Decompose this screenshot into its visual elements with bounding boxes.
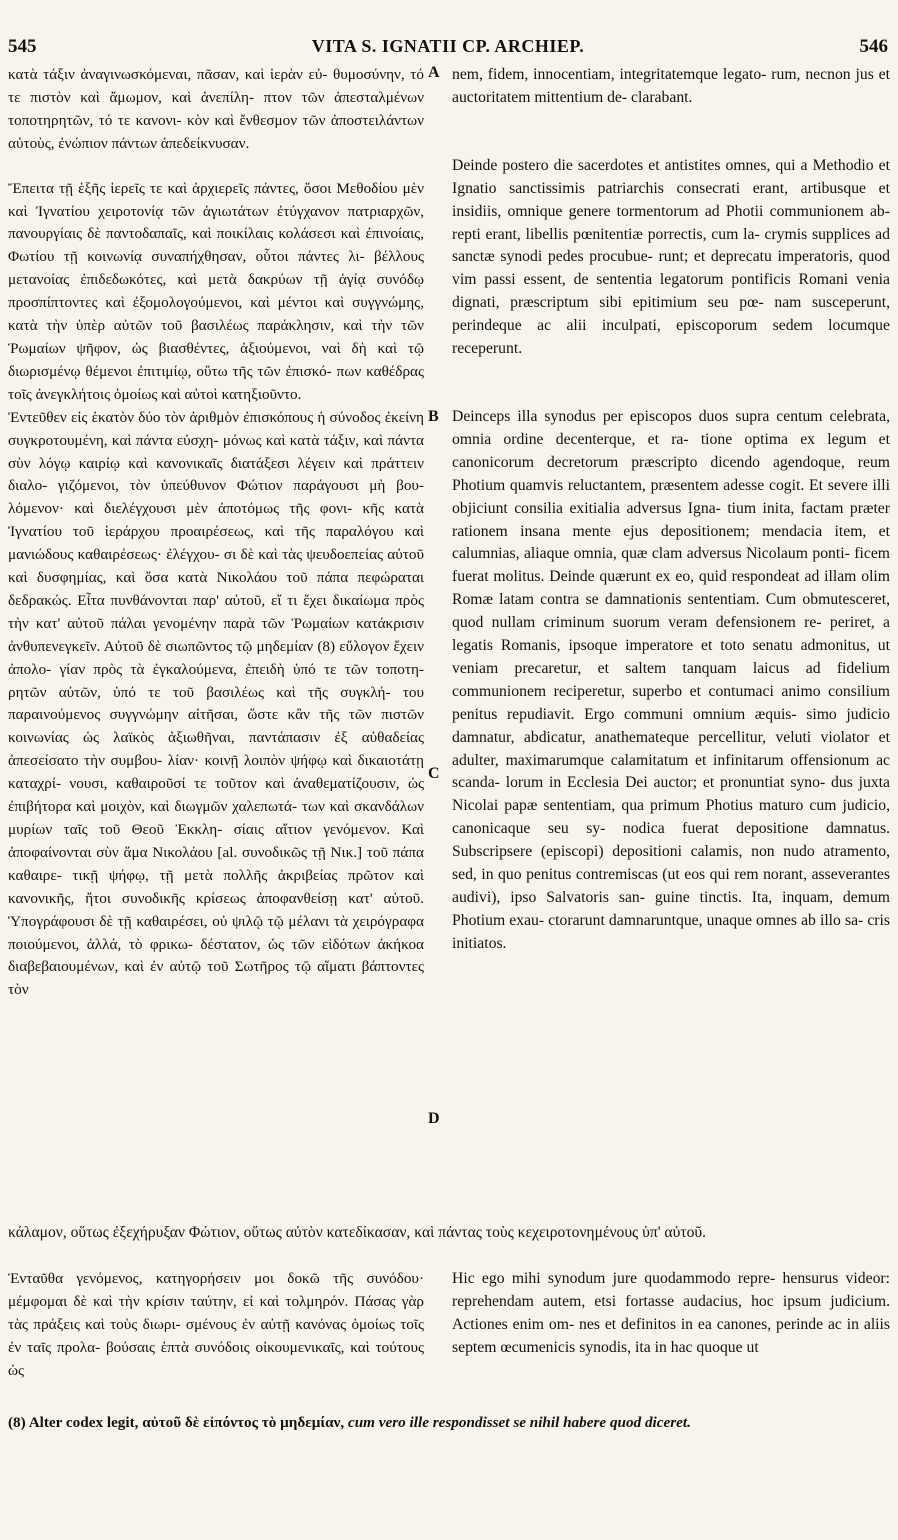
section-marker-b: B (428, 408, 439, 425)
section-marker-a: A (428, 64, 440, 81)
footnote-lead: Alter codex legit, (28, 1414, 139, 1431)
latin-paragraph-1: nem, fidem, innocentiam, integritatemque legato- rum, necnon jus et auctoritatem mittentium de- clarabant. (452, 66, 890, 106)
page-number-right: 546 (859, 36, 888, 57)
greek-paragraph-2: Ἔπειτα τῇ ἑξῆς ἱερεῖς τε καὶ ἀρχιερεῖς πάντες, ὅσοι Μεθοδίου μὲν καὶ Ἰγνατίου χειροτονίᾳ τῶν ἁγιωτάτων ἐτύγχανον πατριαρχῶν, πανουργίαις δὲ παντοδαπαῖς, καὶ ποικίλαις κολάσεσι καὶ ἐπινοίαις, Φωτίου τῇ κοινωνίᾳ συναπήχθησαν, οὗτοι πάντες λι- βέλλους μετανοίας ἐπιδεδωκότες, καὶ μετὰ δακρύων τῇ ἁγίᾳ συνόδῳ προσπίπτοντες καὶ ἐξομολογούμενοι, καὶ μέντοι καὶ συγγνώμης, κατὰ τὴν ὑπὲρ αὐτῶν τοῦ βασιλέως παράκλησιν, καὶ τὴν τῶν Ῥωμαίων ψῆφον, ὡς βιασθέντες, ἀξιούμενοι, ναὶ δὴ καὶ τῷ διωρισμένῳ θέμενοι ἐπιτιμίῳ, οὕτω τῆς τῶν ἐπισκό- πων καθέδρας τοῖς ἀνεγκλήτοις ὁμοίως καὶ αὐτοὶ κατηξιοῦντο. (8, 179, 424, 403)
greek-paragraph-1: κατὰ τάξιν ἀναγινωσκόμεναι, πᾶσαν, καὶ ἱερὰν εὐ- θυμοσύνην, τό τε πιστὸν καὶ ἄμωμον, καὶ ἀνεπίλη- πτον τῶν ἀπεσταλμένων τοποτηρητῶν, τό τε κανονι- κὸν καὶ ἔνθεσμον τῶν ἀποστειλάντων αὐτοὺς, ἐνώπιον πάντων ἀπεδείκνυσαν. (8, 66, 424, 152)
page-header (8, 36, 888, 62)
latin-column-bottom (452, 1268, 890, 1360)
greek-column-bottom (8, 1268, 424, 1383)
section-marker-d: D (428, 1110, 440, 1127)
running-title: VITA S. IGNATII CP. ARCHIEP. (311, 36, 585, 56)
greek-column (8, 64, 424, 1002)
footnote-number: (8) (8, 1414, 26, 1431)
section-marker-c: C (428, 765, 440, 782)
greek-wide-continuation: κάλαμον, οὕτως ἐξεχήρυξαν Φώτιον, οὕτως αὐτὸν κατεδίκασαν, καὶ πάντας τοὺς κεχειροτονημένους ὑπ' αὐτοῦ. (8, 1224, 707, 1241)
latin-paragraph-2: Deinde postero die sacerdotes et antistites omnes, qui a Methodio et Ignatio sanctissimis patriarchis consecrati erant, artibusque et insidiis, omnique genere tormentorum ad Photii communionem ab- repti erant, libellis pœnitentiæ porrectis, cum la- crymis supplices ad sanctæ synodi pedes procubue- runt; et deprecatu imperatoris, quod vim passi essent, de sententia legatorum pontificis Romani venia dignati, præscriptum sibi epitimium seu pœ- nam susceperunt, perindeque ac alii inculpati, episcoporum sedem locumque receperunt. (452, 156, 890, 358)
footnote-greek: αὐτοῦ δὲ εἰπόντος τὸ μηδεμίαν, (142, 1414, 345, 1431)
latin-paragraph-3: Deinceps illa synodus per episcopos duos supra centum celebrata, omnia ordine decenterque, et ra- tione optima ex legum et canonicorum decretorum præscripto dicendo agendoque, reum Photium quamvis reluctantem, præsentem adesse cogit. Et severe illi objiciunt consilia exitialia adversus Igna- tium inita, factam præter rationem insana mente ejus depositionem; mendacia item, et calumnias, aliaque omnia, quæ clam adversus Nicolaum ponti- ficem fuerat molitus. Deinde quærunt ex eo, quid respondeat ad illam olim Romæ latam contra se damnationis sententiam. Cum obmutesceret, quod nullam criminum suorum veram defensionem re- periret, a legatis Romanis, ipsoque imperatore et toto senatu admonitus, ut veniam precaretur, et saltem tanquam laicus ad fidelium communionem reciperetur, superbo et contumaci animo consilium penitus repudiavit. Ergo communi omnium æquis- simo judicio damnatur, abdicatur, anathemateque percellitur, veluti violator et adulter, maximarumque calamitatum et infinitarum offensionum ac scanda- lorum in Ecclesia Dei auctor; et pronuntiat syno- dus juxta Nicolai papæ sententiam, qua primum Photius maturo cum judicio, canonicaque seu sy- nodica fuerat depositione damnatus. Subscripsere (episcopi) depositioni calamis, non nudo atramento, sed, in quo penitus contremiscas (ut eos qui rem norant, asseverantes audivi), ipso Salvatoris san- guine tinctis. Ita, inquam, demum Photium exau- ctorarunt damnaruntque, unaque omnes ab illo sa- cris initiatos. (452, 407, 890, 952)
spacer (8, 156, 424, 178)
latin-paragraph-4: Hic ego mihi synodum jure quodammodo repre- hensurus videor: reprehendam autem, etsi fortasse audacius, hoc ipsum judicium. Actiones enim om- nes et definitos in ea canones, perinde ac in aliis septem œcumenicis synodis, ita in hac quoque ut (452, 1270, 890, 1356)
footnote-italic: cum vero ille respondisset se nihil habere quod diceret. (347, 1414, 691, 1431)
spacer (452, 110, 890, 155)
footnote (8, 1412, 890, 1434)
greek-paragraph-3: Ἐντεῦθεν εἰς ἑκατὸν δύο τὸν ἀριθμὸν ἐπισκόπους ἡ σύνοδος ἐκείνη συγκροτουμένη, καὶ πάντα εὐσχη- μόνως καὶ κατὰ τάξιν, καὶ πάντα σὺν λόγῳ καιρίῳ καὶ κανονικαῖς διατάξεσι λέγειν καὶ πράττειν διαλο- γιζόμενοι, τὸν ὑπεύθυνον Φώτιον παράγουσι μὴ βου- λόμενον· καὶ διελέγχουσι μὲν ἀποτόμως τῆς φονι- κῆς κατὰ Ἰγνατίου τοῦ ἱεράρχου προαιρέσεως, καὶ τῆς παραλόγου καὶ μανιώδους καθαιρέσεως· ἐλέγχου- σι δὲ καὶ τὰς ψευδοεπείας αὐτοῦ καὶ δυσφημίας, καὶ ὅσα κατὰ Νικολάου τοῦ πάπα πεφώραται δεδρακώς. Εἶτα πυνθάνονται παρ' αὐτοῦ, εἴ τι ἔχει δικαίωμα πρὸς τὴν κατ' αὐτοῦ πάλαι γενομένην παρὰ τῶν Ῥωμαίων κατάκρισιν ἀνθυπενεγκεῖν. Αὐτοῦ δὲ σιωπῶντος τῷ μηδεμίαν (8) εὔλογον ἔχειν ἀπολο- γίαν πρὸς τὰ ἐγκαλούμενα, ἐπειδὴ ὑπό τε τῶν τοποτη- ρητῶν αὐτῶν, ὑπό τε τοῦ βασιλέως καὶ τῆς συγκλή- του παραινούμενος συγγνώμην αἰτῆσαι, ὥστε κἂν τῆς τῶν πιστῶν κοινωνίας ὡς λαϊκὸς ἀξιωθῆναι, παντάπασιν ἐξ αὐθαδείας ἀπεσείσατο τὴν συμβου- λίαν· κοινῇ λοιπὸν ψήφῳ καὶ δικαιοτάτῃ καταχρί- νουσι, καθαιροῦσί τε τοῦτον καὶ ἀναθεματίζουσιν, ὡς ἐπιβήτορα καὶ μοιχὸν, καὶ διωγμῶν χαλεπωτά- των καὶ σκανδάλων μυρίων ταῖς τοῦ Θεοῦ Ἐκκλη- σίαις αἴτιον γενόμενον. Καὶ ἀποφαίνονται σὺν ἅμα Νικολάου [al. συνοδικῶς τῇ Νικ.] τοῦ πάπα καθαιρε- τικῇ ψήφῳ, τῇ μετὰ πολλῆς ἀκριβείας πρῶτον καὶ κανονικῆς, ἤτοι συνοδικῆς κρίσεως ἀποφανθείσῃ κατ' αὐτοῦ. Ὑπογράφουσι δὲ τῇ καθαιρέσει, οὐ ψιλῷ τῷ μέλανι τὰ χειρόγραφα ποιούμενοι, ἀλλά, τὸ φρικω- δέστατον, ὡς τῶν εἰδότων ἀκήκοα διαβεβαιουμένων, καὶ ἐν αὐτῷ τοῦ Σωτῆρος τῷ αἵματι βάπτοντες τὸν (8, 408, 424, 999)
greek-paragraph-5: Ἐνταῦθα γενόμενος, κατηγορήσειν μοι δοκῶ τῆς συνόδου· μέμφομαι δὲ καὶ τὴν κρίσιν ταύτην, εἰ καὶ τολμηρόν. Πάσας γὰρ τὰς πράξεις καὶ τοὺς διωρι- σμένους ἐν αὐτῇ κανόνας ὁμοίως τοῖς ἐν ταῖς προλα- βούσαις ἑπτὰ συνόδοις οἰκουμενικαῖς, καὶ τούτους ὡς (8, 1270, 424, 1379)
page-number-left: 545 (8, 36, 37, 57)
latin-column (452, 64, 890, 956)
spacer (452, 361, 890, 406)
